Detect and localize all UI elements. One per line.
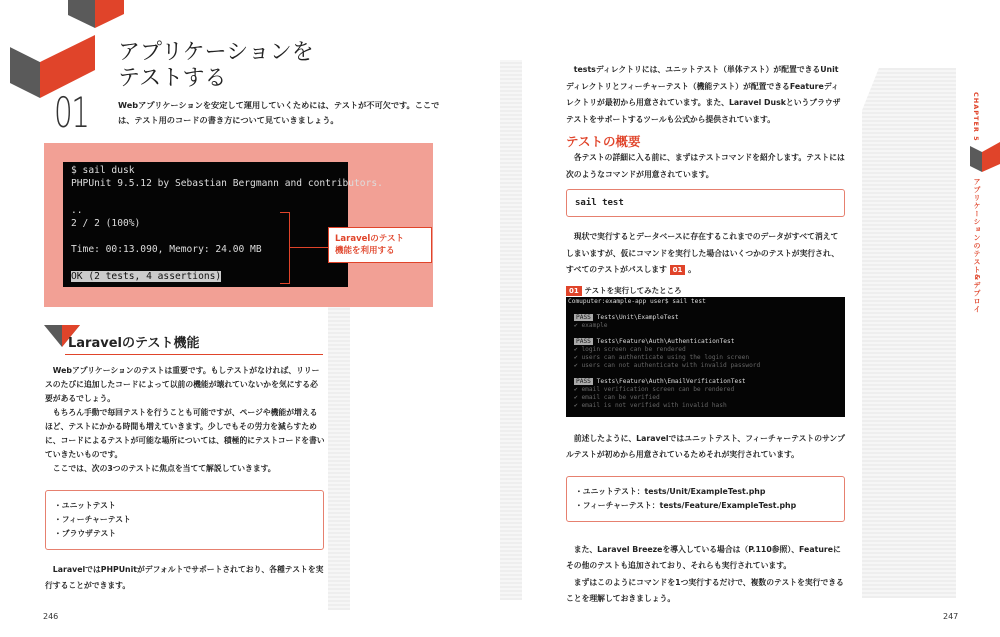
decorative-strip xyxy=(328,300,350,610)
decorative-strip xyxy=(500,60,522,600)
paragraph: もちろん手動で毎回テストを行うことも可能ですが、ページや機能が増えるほど、テストにかかる時間も増えていきます。少しでもその労力を減らすために、コードによるテストが可能な場所については、積極的にテストコードを書いていきたいものです。 xyxy=(45,408,325,459)
test-case: ✔ users can authenticate using the login screen xyxy=(574,353,750,361)
test-group xyxy=(574,378,843,410)
page-number: 246 xyxy=(43,612,59,621)
figure-ref: 01 xyxy=(670,265,686,275)
title-line: アプリケーションを xyxy=(118,40,314,65)
paragraph: Webアプリケーションのテストは重要です。もしテストがなければ、リリースのたびに追加したコードによって以前の機能が壊れていないかを気にする必要があるでしょう。 xyxy=(45,366,320,403)
paragraph: LaravelではPHPUnitがデフォルトでサポートされており、各種テストを実行することができます。 xyxy=(45,565,324,590)
bracket xyxy=(280,212,290,284)
test-case: ✔ login screen can be rendered xyxy=(574,345,686,353)
terminal-line: Time: 00:13.090, Memory: 24.00 MB xyxy=(71,244,262,256)
heading-underline xyxy=(65,354,323,355)
test-types-list xyxy=(45,490,324,550)
command-box: sail test xyxy=(566,189,845,217)
callout-line: 機能を利用する xyxy=(335,246,395,256)
body-text xyxy=(566,542,846,608)
cube-graphic xyxy=(0,0,130,100)
sample-tests-list xyxy=(566,476,845,522)
body-text xyxy=(566,150,846,183)
subheading: テストの概要 xyxy=(566,134,641,149)
terminal-line: PHPUnit 9.5.12 by Sebastian Bergmann and contributors. xyxy=(71,178,383,190)
chapter-label: CHAPTER 5 xyxy=(972,92,980,142)
pass-badge: PASS xyxy=(576,377,591,385)
connector-line xyxy=(290,247,328,248)
paragraph: 現状で実行するとデータベースに存在するこれまでのデータがすべて消えてしまいますが、仮にコマンドを実行した場合はいくつかのテストが実行され、すべてのテストがパスします xyxy=(566,232,840,274)
callout xyxy=(328,227,432,263)
test-case: ✔ email is not verified with invalid hash xyxy=(574,401,727,409)
chapter-title xyxy=(118,40,314,92)
decorative-strip xyxy=(862,68,956,598)
test-group xyxy=(574,314,843,330)
terminal-prompt: Comuputer:example-app user$ sail test xyxy=(568,297,706,305)
test-class: Tests\Unit\ExampleTest xyxy=(596,313,679,321)
terminal-line xyxy=(71,190,340,203)
paragraph: 前述したように、Laravelではユニットテスト、フィーチャーテストのサンプルテストが初めから用意されているためそれが実行されています。 xyxy=(566,433,845,459)
list-item: ・フィーチャーテスト：tests/Feature/ExampleTest.php xyxy=(575,500,797,510)
body-text xyxy=(45,364,325,476)
body-text xyxy=(566,62,846,128)
right-column xyxy=(566,62,846,608)
terminal-line: .. xyxy=(71,204,83,216)
body-text xyxy=(566,431,846,464)
list-item: ・ユニットテスト：tests/Unit/ExampleTest.php xyxy=(575,486,766,496)
list-item: ・ユニットテスト xyxy=(54,501,116,510)
pass-badge: PASS xyxy=(576,313,591,321)
test-case: ✔ email verification screen can be rendered xyxy=(574,385,735,393)
terminal-line xyxy=(71,230,340,243)
terminal-line xyxy=(71,256,340,269)
intro-text: Webアプリケーションを安定して運用していくためには、テストが不可欠です。ここでは、テスト用のコードの書き方について見ていきましょう。 xyxy=(118,100,440,125)
body-text xyxy=(45,562,325,594)
callout-line: Laravelのテスト xyxy=(335,234,404,244)
section-number: 01 xyxy=(54,88,89,137)
terminal-line: $ sail dusk xyxy=(71,165,135,176)
terminal-sail-test xyxy=(566,297,845,417)
test-class: Tests\Feature\Auth\AuthenticationTest xyxy=(596,337,735,345)
terminal-line: 2 / 2 (100%) xyxy=(71,217,141,229)
figure-caption xyxy=(566,285,846,297)
test-group xyxy=(574,338,843,370)
test-case: ✔ users can not authenticate with invalid password xyxy=(574,361,761,369)
paragraph: また、Laravel Breezeを導入している場合は（P.110参照）、Featureにその他のテストも追加されており、それらも実行されています。 xyxy=(566,544,841,570)
terminal-highlight: OK (2 tests, 4 assertions) xyxy=(71,270,222,282)
paragraph: ここでは、次の3つのテストに焦点を当てて解説していきます。 xyxy=(52,464,276,473)
chapter-title-vertical: アプリケーションのテスト&デプロイ xyxy=(973,178,981,314)
title-line: テストする xyxy=(118,66,227,91)
paragraph: 各テストの詳細に入る前に、まずはテストコマンドを紹介します。テストには次のようなコマンドが用意されています。 xyxy=(566,153,845,179)
test-case: ✔ example xyxy=(574,321,608,329)
test-case: ✔ email can be verified xyxy=(574,393,660,401)
pass-badge: PASS xyxy=(576,337,591,345)
caption-text: テストを実行してみたところ xyxy=(584,285,682,295)
cube-graphic xyxy=(968,140,1000,174)
paragraph: testsディレクトリには、ユニットテスト（単体テスト）が配置できるUnitディレクトリとフィーチャーテスト（機能テスト）が配置できるFeatureディレクトリが最初から用意されています。また、Laravel Duskというブラウザテストをサポートするツールも公式から提供されています。 xyxy=(566,65,841,124)
test-class: Tests\Feature\Auth\EmailVerificationTest xyxy=(596,377,746,385)
left-column xyxy=(45,364,325,594)
punctuation: 。 xyxy=(688,265,696,274)
page-number: 247 xyxy=(943,612,959,621)
body-text xyxy=(566,229,846,279)
section-heading: Laravelのテスト機能 xyxy=(68,336,200,351)
paragraph: まずはこのようにコマンドを1つ実行するだけで、複数のテストを実行できることを理解しておきましょう。 xyxy=(566,577,844,603)
list-item: ・ブラウザテスト xyxy=(54,529,117,538)
figure-tag: 01 xyxy=(566,286,582,296)
list-item: ・フィーチャーテスト xyxy=(54,515,131,524)
